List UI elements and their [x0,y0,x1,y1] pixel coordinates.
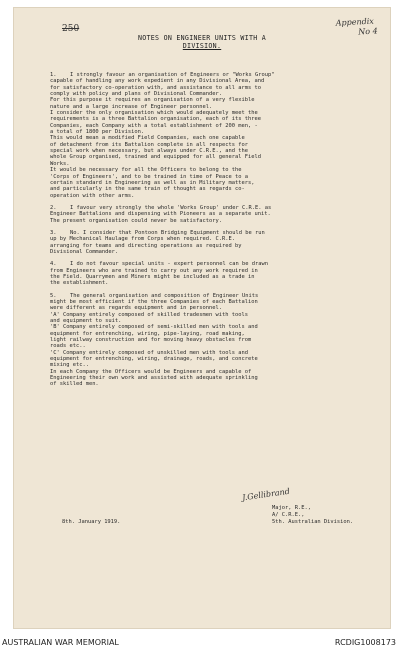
paragraph [50,261,372,286]
page-number: 250 [62,24,80,34]
paragraph-number: 2. [50,204,57,211]
paragraph-number: 5. [50,292,57,299]
paragraph-text: light railway construction and for moving heavy obstacles from [50,337,252,344]
paragraph-text: whole Group organised, trained and equipped for all general Field [50,154,261,161]
paragraph-text: and particularly in the same train of thought as regards co- [50,186,245,193]
paragraph-number: 3. [50,229,57,236]
paragraph-text: the Field. Quarrymen and Miners might be included as a trade in [50,273,255,280]
paragraph-line [50,193,372,199]
paragraph-text: operation with other arms. [50,192,135,199]
paragraph-number: 1. [50,72,57,78]
paragraph-line [50,381,372,387]
paragraph-text: 'C' Company entirely composed of unskilled men with tools and [50,349,248,356]
document-date: 8th. January 1919. [62,519,121,525]
paragraph-line [50,218,372,224]
document-subtitle: DIVISION. [182,42,222,50]
paragraph-line [50,280,372,286]
paragraph-text: and equipment to suit. [50,318,122,325]
paragraph-text: For this purpose it requires an organisation of a very flexible [50,97,255,104]
paragraph-text: capable of handling any work expedient in any Divisional Area, and [50,78,265,85]
paragraph-text: might be most efficient if the three Companies of each Battalion [50,299,258,305]
paragraph-text: roads etc.. [50,343,86,350]
document-body [50,72,372,394]
document-page [14,8,390,628]
handwritten-signature: J.Gellibrand [241,486,291,503]
paragraph-number: 4. [50,261,57,268]
paragraph-text: In each Company the Officers would be Engineers and capable of [50,368,252,375]
paragraph-text: It would be necessary for all the Officers to belong to the [50,167,242,174]
document-title: NOTES ON ENGINEER UNITS WITH A [137,34,267,42]
archive-name: AUSTRALIAN WAR MEMORIAL [2,638,119,647]
paragraph-text: I consider the only organisation which would adequately meet the [50,110,258,117]
paragraph-text: from Engineers who are trained to carry out any work required in [50,267,258,274]
signature-block: Major, R.E., A/ C.R.E., 5th. Australian Division. [272,505,354,525]
paragraph-text: arranging for teams and directing operations as required by [50,242,242,249]
paragraph-text: I strongly favour an organisation of Engineers or "Works Group" [70,72,275,78]
paragraph-text: nature and a large increase of Engineer personnel. [50,103,213,110]
paragraph-text: Engineering their own work and assisted with adequate sprinkling [50,375,258,382]
paragraph [50,205,372,224]
paragraph-text: equipment for entrenching, wiring, drainage, roads, and concrete [50,356,258,363]
paragraph-text: 'Corps of Engineers', and to be trained in time of Peace to a [50,173,248,180]
paragraph [50,72,372,199]
paragraph-text: The present organisation could never be satisfactory. [50,217,223,224]
archive-footer [0,636,402,650]
paragraph-text: I do not favour special units - expert personnel can be drawn [70,261,268,268]
paragraph-line [50,249,372,255]
paragraph-text: equipment for entrenching, wiring, pipe-laying, road making, [50,330,245,337]
paragraph-text: special work when necessary, but always under C.R.E., and the [50,148,248,155]
paragraph-text: Companies, each Company with a total establishment of 200 men, - [50,122,258,129]
paragraph-text: Works. [50,160,70,167]
paragraph-text: of skilled men. [50,381,99,388]
paragraph-text: I favour very strongly the whole 'Works Group' under C.R.E. as [70,204,272,211]
paragraph-text: certain standard in Engineering as well as in Military matters, [50,179,255,186]
paragraph-text: were different as regards equipment and in personnel. [50,305,223,312]
paragraph-text: Divisional Commander. [50,248,119,255]
paragraph-text: The general organisation and composition of Engineer Units [70,292,259,299]
paragraph [50,293,372,388]
paragraph-text: the establishment. [50,280,109,287]
paragraph-text: No. I consider that Pontoon Bridging Equipment should be run [70,229,265,236]
paragraph-text: This would mean a modified Field Companies, each one capable [50,135,245,142]
appendix-annotation: Appendix No 4 [335,16,378,37]
paragraph-text: of detachment from its Battalion complete in all respects for [50,141,248,148]
paragraph-text: Engineer Battalions and dispensing with Pioneers as a separate unit. [50,211,271,218]
paragraph-text: up by Mechanical Haulage from Corps when required. C.R.E. [50,236,235,243]
paragraph [50,230,372,255]
paragraph-text: a total of 1800 per Division. [50,129,145,136]
archive-id: RCDIG1008173 [334,638,396,647]
paragraph-text: 'A' Company entirely composed of skilled tradesmen with tools [50,311,248,318]
paragraph-text: for satisfactory co-operation with, and assistance to all arms to [50,84,261,91]
paragraph-text: 'B' Company entirely composed of semi-skilled men with tools and [50,324,258,331]
paragraph-text: requirements is a three Battalion organisation, each of its three [50,116,261,123]
paragraph-text: comply with policy and plans of Divisional Commander. [50,91,223,98]
paragraph-text: mixing etc.. [50,362,89,369]
